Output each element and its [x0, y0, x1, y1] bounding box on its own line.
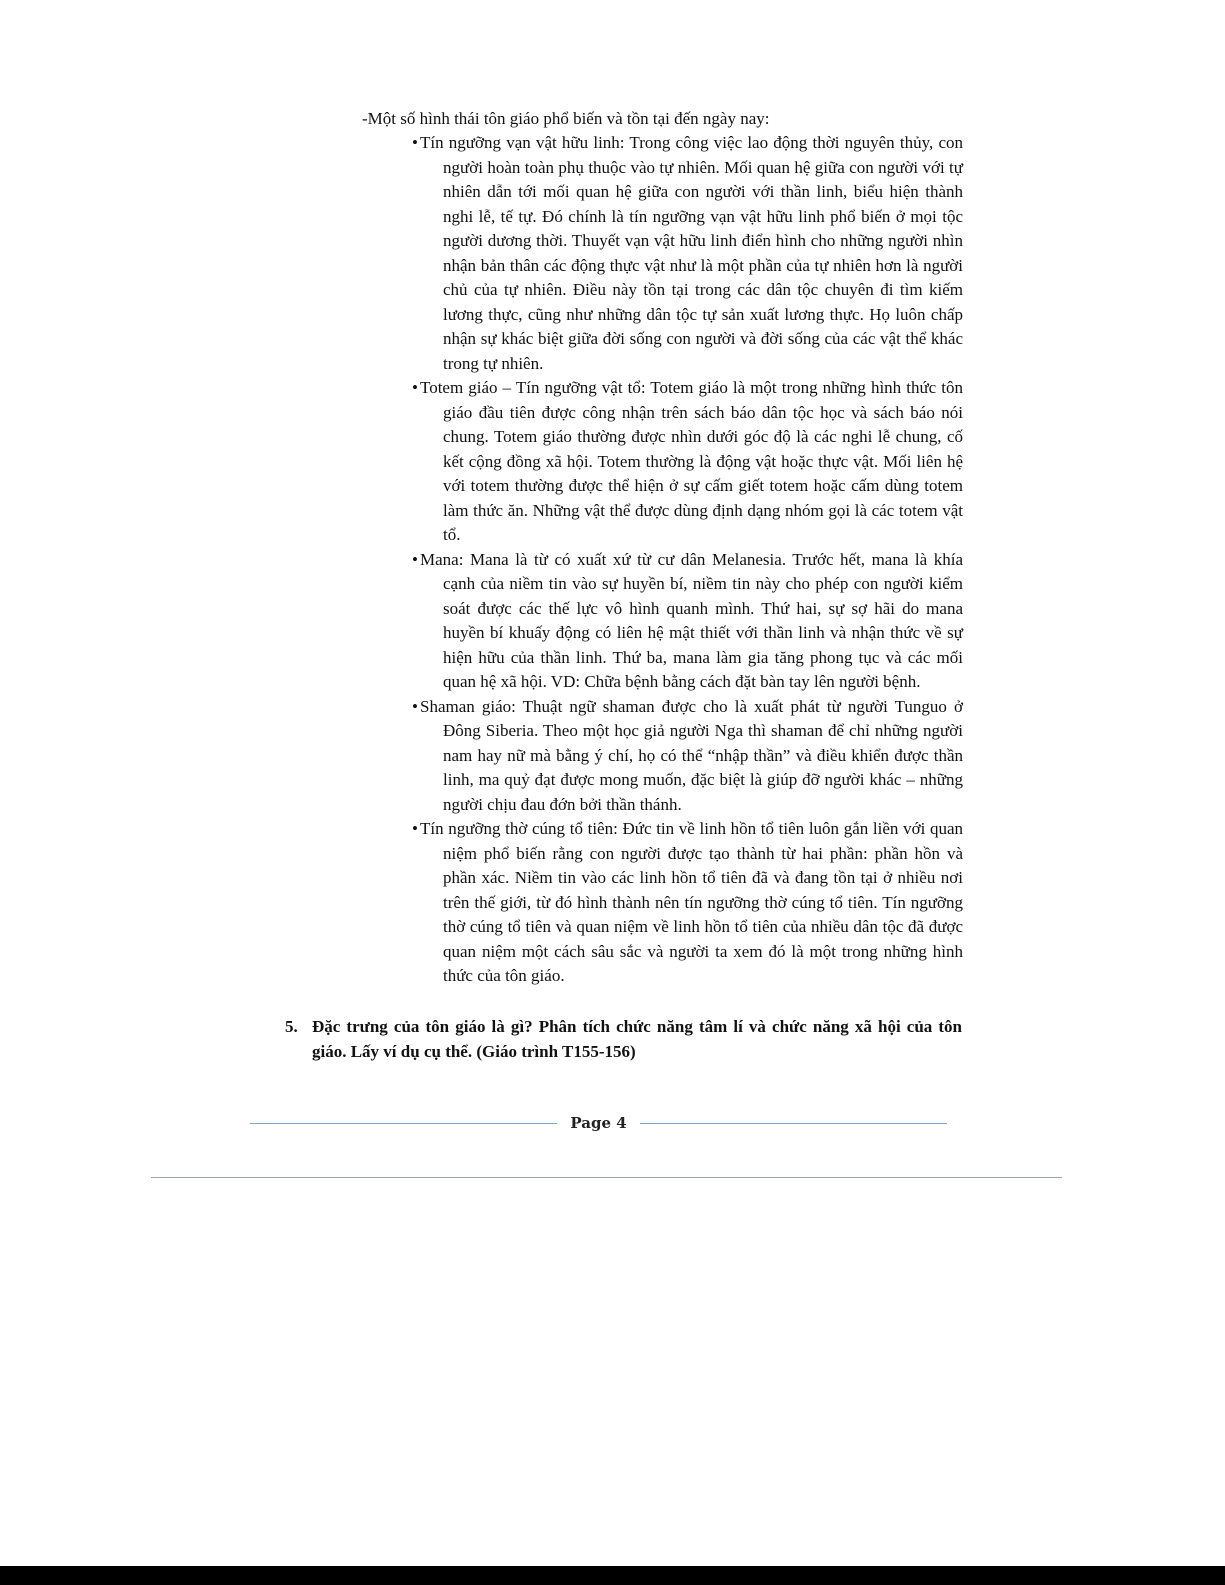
footer-rule-left [250, 1123, 557, 1124]
list-item-text: Tín ngưỡng vạn vật hữu linh: Trong công việc lao động thời nguyên thủy, con người hoàn toàn phụ thuộc vào tự nhiên. Mối quan hệ giữa con người với tự nhiên dẫn tới mối quan hệ giữa con người với thần linh, biểu hiện thành nghi lễ, tế tự. Đó chính là tín ngưỡng vạn vật hữu linh phổ biến ở mọi tộc người dương thời. Thuyết vạn vật hữu linh điển hình cho những người nhìn nhận bản thân các động thực vật như là một phần của tự nhiên hơn là người chủ của tự nhiên. Điều này tồn tại trong các dân tộc chuyên đi tìm kiếm lương thực, cũng như những dân tộc tự sản xuất lương thực. Họ luôn chấp nhận sự khác biệt giữa đời sống con người và đời sống của các vật thể khác trong tự nhiên. [420, 133, 963, 373]
list-item [412, 695, 963, 818]
list-item [412, 376, 963, 548]
question-number: 5. [285, 1017, 298, 1036]
page-number: Page 4 [570, 1114, 627, 1132]
bullet-icon: • [412, 549, 418, 569]
list-item [412, 548, 963, 695]
question-text: Đặc trưng của tôn giáo là gì? Phân tích chức năng tâm lí và chức năng xã hội của tôn giáo. Lấy ví dụ cụ thể. (Giáo trình T155-156) [312, 1017, 962, 1061]
religion-forms-list [412, 131, 963, 989]
bullet-icon: • [412, 696, 418, 716]
intro-line: -Một số hình thái tôn giáo phổ biến và tồn tại đến ngày nay: [362, 109, 770, 128]
bullet-icon: • [412, 133, 418, 152]
page-footer [250, 1113, 947, 1133]
list-item-text: Mana: Mana là từ có xuất xứ từ cư dân Melanesia. Trước hết, mana là khía cạnh của niềm tin vào sự huyền bí, niềm tin này cho phép con người kiểm soát được các thế lực vô hình quanh mình. Thứ hai, sự sợ hãi do mana huyền bí khuấy động có liên hệ mật thiết với thần linh và nhận thức về sự hiện hữu của thần linh. Thứ ba, mana làm gia tăng phong tục và các mối quan hệ xã hội. VD: Chữa bệnh bằng cách đặt bàn tay lên người bệnh. [420, 549, 963, 691]
list-item-text: Tín ngưỡng thờ cúng tổ tiên: Đức tin về linh hồn tổ tiên luôn gắn liền với quan niệm phổ biến rằng con người được tạo thành từ hai phần: phần hồn và phần xác. Niềm tin vào các linh hồn tổ tiên đã và đang tồn tại ở nhiều nơi trên thế giới, từ đó hình thành nên tín ngưỡng thờ cúng tổ tiên. Tín ngưỡng thờ cúng tổ tiên và quan niệm về linh hồn tổ tiên của nhiều dân tộc đã được quan niệm một cách sâu sắc và người ta xem đó là một trong những hình thức của tôn giáo. [420, 819, 963, 985]
question-heading [285, 1015, 962, 1064]
bottom-bar [0, 1566, 1225, 1585]
page-boundary-line [151, 1177, 1062, 1178]
footer-rule-right [640, 1123, 947, 1124]
bullet-icon: • [412, 378, 418, 397]
list-item [412, 817, 963, 989]
list-item-text: Shaman giáo: Thuật ngữ shaman được cho là xuất phát từ người Tunguo ở Đông Siberia. Theo một học giả người Nga thì shaman để chỉ những người nam hay nữ mà bằng ý chí, họ có thể “nhập thần” và điều khiển được thần linh, ma quỷ đạt được mong muốn, đặc biệt là giúp đỡ người khác – những người chịu đau đớn bởi thần thánh. [420, 696, 963, 814]
bullet-icon: • [412, 819, 418, 838]
list-item-text: Totem giáo – Tín ngưỡng vật tổ: Totem giáo là một trong những hình thức tôn giáo đầu tiên được công nhận trên sách báo dân tộc học và sách báo nói chung. Totem giáo thường được nhìn dưới góc độ là các nghi lễ chung, cố kết cộng đồng xã hội. Totem thường là động vật hoặc thực vật. Mối liên hệ với totem thường được thể hiện ở sự cấm giết totem hoặc cấm dùng totem làm thức ăn. Những vật thể được dùng định dạng nhóm gọi là các totem vật tổ. [420, 378, 963, 544]
list-item [412, 131, 963, 376]
